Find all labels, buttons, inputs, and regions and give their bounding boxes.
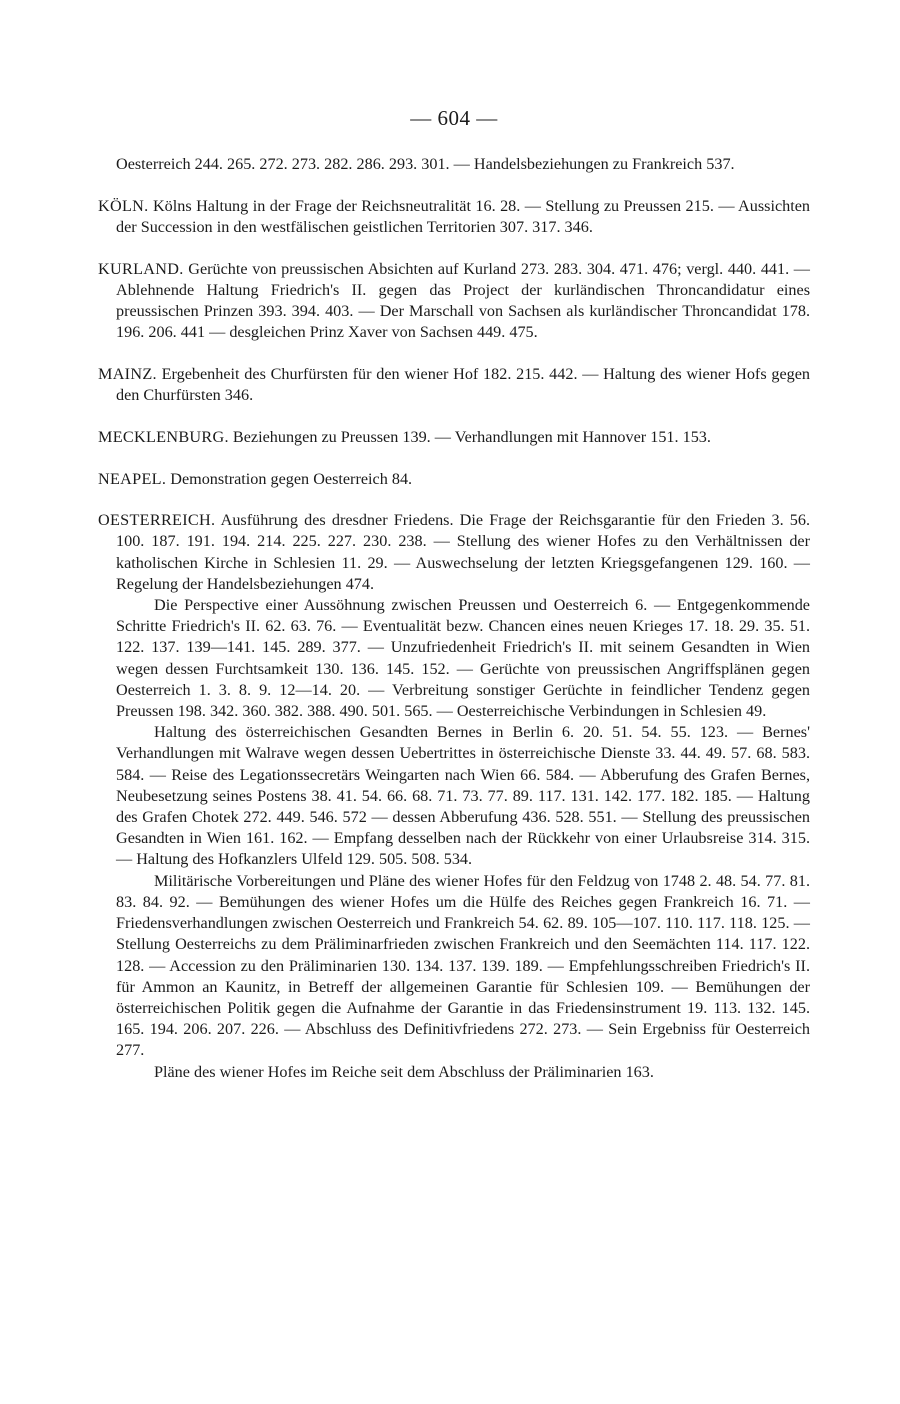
entry-text: Demonstration gegen Oesterreich 84. — [170, 469, 413, 488]
entry-headword: MAINZ. — [98, 364, 157, 383]
entry-first-paragraph — [98, 510, 811, 595]
page-number: — 604 — — [410, 106, 498, 130]
index-entry-oesterreich — [98, 510, 810, 1082]
index-entry-kurland — [98, 259, 810, 344]
entry-text: Beziehungen zu Preussen 139. — Verhandlungen mit Hannover 151. 153. — [232, 427, 711, 446]
entry-headword: KÖLN. — [98, 196, 149, 215]
entry-headword: NEAPEL. — [98, 469, 167, 488]
entry-text: Kölns Haltung in der Frage der Reichsneutralität 16. 28. — Stellung zu Preussen 215. — Aussichten der Succession in den westfälischen geistlichen Territorien 307. 317. 346. — [116, 196, 810, 236]
index-entry-koeln — [98, 196, 810, 238]
entry-headword: OESTERREICH. — [98, 511, 216, 530]
index-entry-mainz — [98, 364, 810, 406]
entry-text: Oesterreich 244. 265. 272. 273. 282. 286. 293. 301. — Handelsbeziehungen zu Frankreich 537. — [116, 155, 735, 173]
entry-paragraph: Militärische Vorbereitungen und Pläne des wiener Hofes für den Feldzug von 1748 2. 48. 54. 77. 81. 83. 84. 92. — Bemühungen des wiener Hofes um die Hülfe des Reiches gegen Frankreich 16. 71. — Friedensverhandlungen zwischen Oesterreich und Frankreich 54. 62. 89. 105—107. 110. 117. 118. 125. — Stellung Oesterreichs zu dem Präliminarfrieden zwischen Frankreich und den Seemächten 114. 117. 122. 128. — Accession zu den Präliminarien 130. 134. 137. 139. 189. — Empfehlungsschreiben Friedrich's II. für Ammon an Kaunitz, in Betreff der allgemeinen Garantie für Schlesien 109. — Bemühungen der österreichischen Politik gegen die Aufnahme der Garantie in das Friedensinstrument 19. 113. 132. 145. 165. 194. 206. 207. 226. — Abschluss des Definitivfriedens 272. 273. — Sein Ergebniss für Oesterreich 277. — [116, 871, 810, 1060]
entry-paragraph: Haltung des österreichischen Gesandten Bernes in Berlin 6. 20. 51. 54. 55. 123. — Bernes' Verhandlungen mit Walrave wegen dessen Uebertrittes in österreichische Dienste 33. 44. 49. 57. 68. 583. 584. — Reise des Legationssecretärs Weingarten nach Wien 66. 584. — Abberufung des Grafen Bernes, Neubesetzung seines Postens 38. 41. 54. 66. 68. 71. 73. 77. 89. 117. 131. 142. 177. 182. 185. — Haltung des Grafen Chotek 272. 449. 546. 572 — dessen Abberufung 436. 528. 551. — Stellung des preussischen Gesandten in Wien 161. 162. — Empfang desselben nach der Rückkehr von einer Urlaubsreise 314. 315. — Haltung des Hofkanzlers Ulfeld 129. 505. 508. 534. — [116, 723, 810, 869]
entry-paragraph: Die Perspective einer Aussöhnung zwischen Preussen und Oesterreich 6. — Entgegenkommende Schritte Friedrich's II. 62. 63. 76. — Eventualität bezw. Chancen eines neuen Krieges 17. 18. 29. 35. 51. 122. 137. 139—141. 145. 289. 377. — Unzufriedenheit Friedrich's II. mit seinem Gesandten in Wien wegen dessen Furchtsamkeit 130. 136. 145. 152. — Gerüchte von preussischen Angriffsplänen gegen Oesterreich 1. 3. 8. 9. 12—14. 20. — Verbreitung sonstiger Gerüchte in feindlicher Tendenz gegen Preussen 198. 342. 360. 382. 388. 490. 501. 565. — Oesterreichische Verbindungen in Schlesien 49. — [116, 596, 810, 721]
entry-text: Ausführung des dresdner Friedens. Die Frage der Reichsgarantie für den Frieden 3. 56. 100. 187. 191. 194. 214. 225. 227. 230. 238. — Stellung des wiener Hofes zu den Verhältnissen der katholischen Kirche in Schlesien 11. 29. — Auswechselung der letzten Kriegsgefangenen 129. 160. — Regelung der Handelsbeziehungen 474. — [116, 511, 811, 593]
index-entry-continuation — [98, 154, 810, 175]
entry-text: Gerüchte von preussischen Absichten auf Kurland 273. 283. 304. 471. 476; vergl. 440. 441. — Ablehnende Haltung Friedrich's II. gegen das Project der kurländischen Throncandidatur eines preussischen Prinzen 393. 394. 403. — Der Marschall von Sachsen als kurländischer Throncandidat 178. 196. 206. 441 — desgleichen Prinz Xaver von Sachsen 449. 475. — [116, 259, 810, 342]
index-entries — [98, 154, 810, 1083]
entry-headword: MECKLENBURG. — [98, 427, 229, 446]
index-page — [98, 104, 810, 1103]
index-entry-neapel — [98, 469, 810, 490]
entry-headword: KURLAND. — [98, 259, 184, 278]
entry-paragraph: Pläne des wiener Hofes im Reiche seit dem Abschluss der Präliminarien 163. — [154, 1062, 654, 1081]
entry-text: Ergebenheit des Churfürsten für den wiener Hof 182. 215. 442. — Haltung des wiener Hofs gegen den Churfürsten 346. — [116, 364, 810, 405]
index-entry-mecklenburg — [98, 427, 810, 448]
